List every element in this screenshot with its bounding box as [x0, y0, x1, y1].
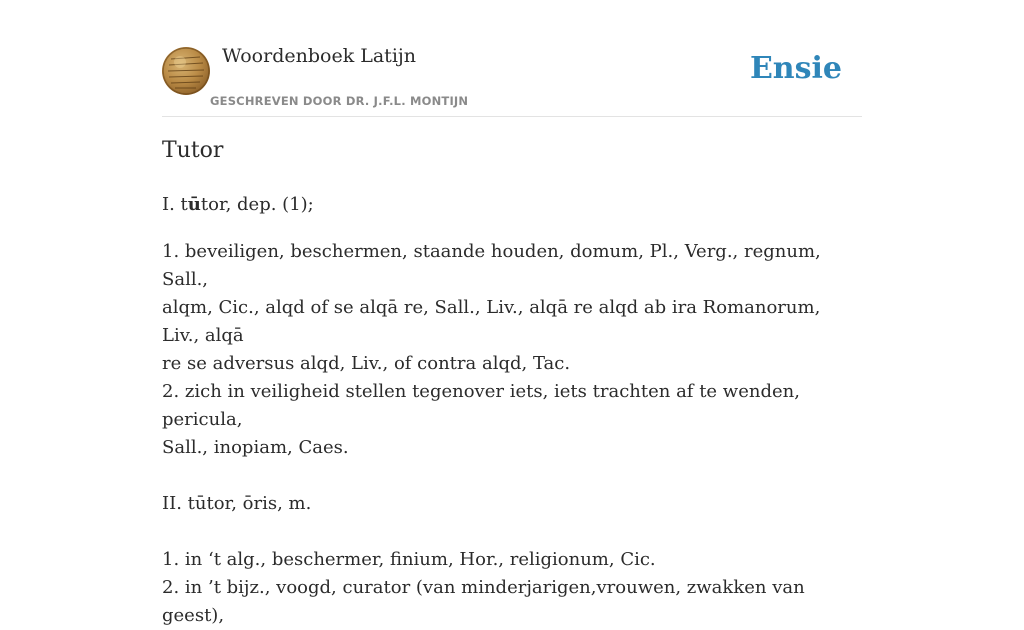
site-title[interactable]: Woordenboek Latijn — [222, 45, 417, 67]
sense-list-noun — [162, 546, 862, 630]
sense-1-line-2: alqm, Cic., alqd of se alqā re, Sall., Liv., alqā re alqd ab ira Romanorum, Liv., alqā — [162, 297, 821, 346]
ensie-logo-link[interactable]: Ensie — [749, 51, 842, 86]
headword-verb-text: I. tūtor, dep. (1); — [162, 194, 314, 215]
sense-list-verb — [162, 238, 862, 462]
entry-content — [162, 191, 862, 630]
author-byline[interactable]: GESCHREVEN DOOR DR. J.F.L. MONTIJN — [210, 94, 469, 108]
sense-noun-1: 1. in ‘t alg., beschermer, finium, Hor., religionum, Cic. — [162, 549, 656, 570]
spacer — [162, 462, 862, 490]
headword-verb — [162, 191, 862, 219]
page-container — [162, 0, 862, 626]
sense-2-line-1: 2. zich in veiligheid stellen tegenover iets, iets trachten af te wenden, pericula, — [162, 381, 800, 430]
spacer — [162, 518, 862, 546]
sense-1-line-1: 1. beveiligen, beschermen, staande houden, domum, Pl., Verg., regnum, Sall., — [162, 241, 821, 290]
sense-noun-2: 2. in ’t bijz., voogd, curator (van minderjarigen,vrouwen, zwakken van geest), — [162, 577, 805, 626]
site-header — [162, 0, 862, 117]
sense-1-line-3: re se adversus alqd, Liv., of contra alqd, Tac. — [162, 353, 571, 374]
author-avatar[interactable] — [162, 47, 210, 95]
sense-2-line-2: Sall., inopiam, Caes. — [162, 437, 349, 458]
page-title: Tutor — [162, 138, 224, 163]
headword-noun: II. tūtor, ōris, m. — [162, 493, 312, 514]
ancient-coin-inscription-icon — [162, 47, 210, 95]
